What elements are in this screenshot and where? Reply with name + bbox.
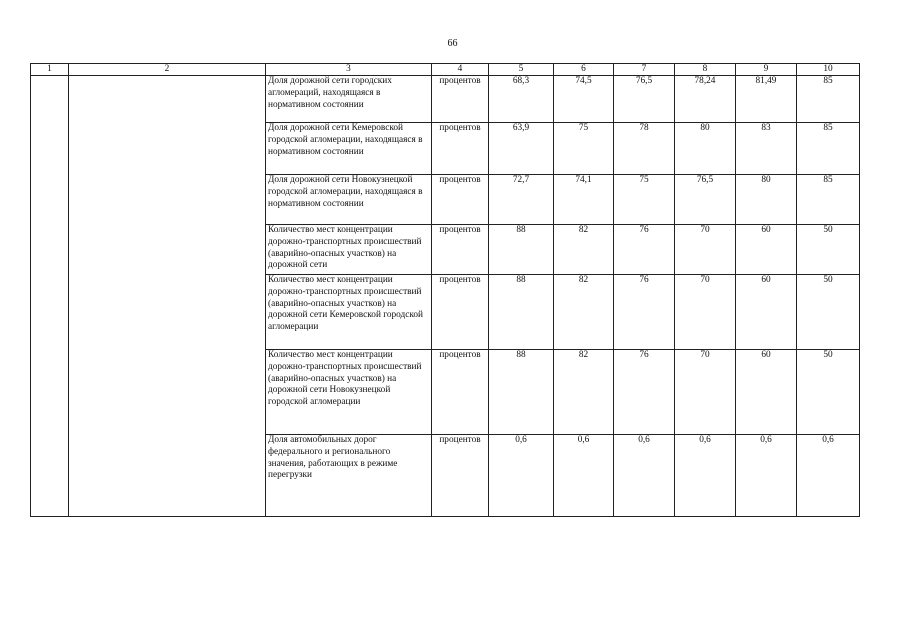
value-cell: 78: [614, 123, 675, 175]
value-cell: 50: [797, 275, 860, 350]
column-number: 9: [736, 64, 797, 76]
value-cell: 80: [675, 123, 736, 175]
column-number: 5: [489, 64, 554, 76]
value-cell: 0,6: [675, 435, 736, 517]
value-cell: 88: [489, 225, 554, 275]
value-cell: 88: [489, 350, 554, 435]
unit-cell: процентов: [432, 175, 489, 225]
value-cell: 70: [675, 350, 736, 435]
value-cell: 76,5: [614, 76, 675, 123]
unit-cell: процентов: [432, 76, 489, 123]
indicator-table: [30, 63, 860, 517]
value-cell: 70: [675, 275, 736, 350]
value-cell: 75: [554, 123, 614, 175]
value-cell: 50: [797, 350, 860, 435]
value-cell: 83: [736, 123, 797, 175]
unit-cell: процентов: [432, 275, 489, 350]
value-cell: 82: [554, 275, 614, 350]
page-number: 66: [447, 38, 458, 49]
value-cell: 75: [614, 175, 675, 225]
value-cell: 0,6: [614, 435, 675, 517]
value-cell: 60: [736, 275, 797, 350]
unit-cell: процентов: [432, 123, 489, 175]
value-cell: 82: [554, 350, 614, 435]
value-cell: 80: [736, 175, 797, 225]
value-cell: 82: [554, 225, 614, 275]
table-row: [31, 76, 860, 123]
column-number: 6: [554, 64, 614, 76]
value-cell: 78,24: [675, 76, 736, 123]
indicator-name: Доля автомобильных дорог федерального и регионального значения, работающих в режиме перегрузки: [266, 435, 432, 517]
column-number-row: [31, 64, 860, 76]
unit-cell: процентов: [432, 435, 489, 517]
empty-cell-col1: [31, 76, 69, 517]
value-cell: 50: [797, 225, 860, 275]
column-number: 8: [675, 64, 736, 76]
value-cell: 0,6: [797, 435, 860, 517]
value-cell: 60: [736, 225, 797, 275]
indicator-name: Доля дорожной сети Новокузнецкой городской агломерации, находящаяся в нормативном состоянии: [266, 175, 432, 225]
value-cell: 85: [797, 175, 860, 225]
indicator-name: Доля дорожной сети Кемеровской городской агломерации, находящаяся в нормативном состоянии: [266, 123, 432, 175]
value-cell: 85: [797, 123, 860, 175]
value-cell: 0,6: [736, 435, 797, 517]
value-cell: 63,9: [489, 123, 554, 175]
value-cell: 76: [614, 350, 675, 435]
value-cell: 74,1: [554, 175, 614, 225]
value-cell: 76,5: [675, 175, 736, 225]
indicator-name: Количество мест концентрации дорожно-транспортных происшествий (аварийно-опасных участков) на дорожной сети Кемеровской городской агломерации: [266, 275, 432, 350]
empty-cell-col2: [69, 76, 266, 517]
value-cell: 88: [489, 275, 554, 350]
value-cell: 0,6: [554, 435, 614, 517]
value-cell: 76: [614, 225, 675, 275]
column-number: 3: [266, 64, 432, 76]
value-cell: 68,3: [489, 76, 554, 123]
indicator-name: Количество мест концентрации дорожно-транспортных происшествий (аварийно-опасных участков) на дорожной сети: [266, 225, 432, 275]
value-cell: 60: [736, 350, 797, 435]
column-number: 1: [31, 64, 69, 76]
column-number: 4: [432, 64, 489, 76]
indicator-name: Доля дорожной сети городских агломераций, находящаяся в нормативном состоянии: [266, 76, 432, 123]
column-number: 7: [614, 64, 675, 76]
value-cell: 72,7: [489, 175, 554, 225]
value-cell: 0,6: [489, 435, 554, 517]
column-number: 2: [69, 64, 266, 76]
value-cell: 70: [675, 225, 736, 275]
value-cell: 85: [797, 76, 860, 123]
value-cell: 81,49: [736, 76, 797, 123]
value-cell: 76: [614, 275, 675, 350]
value-cell: 74,5: [554, 76, 614, 123]
unit-cell: процентов: [432, 350, 489, 435]
column-number: 10: [797, 64, 860, 76]
indicator-name: Количество мест концентрации дорожно-транспортных происшествий (аварийно-опасных участков) на дорожной сети Новокузнецкой городской агломерации: [266, 350, 432, 435]
unit-cell: процентов: [432, 225, 489, 275]
